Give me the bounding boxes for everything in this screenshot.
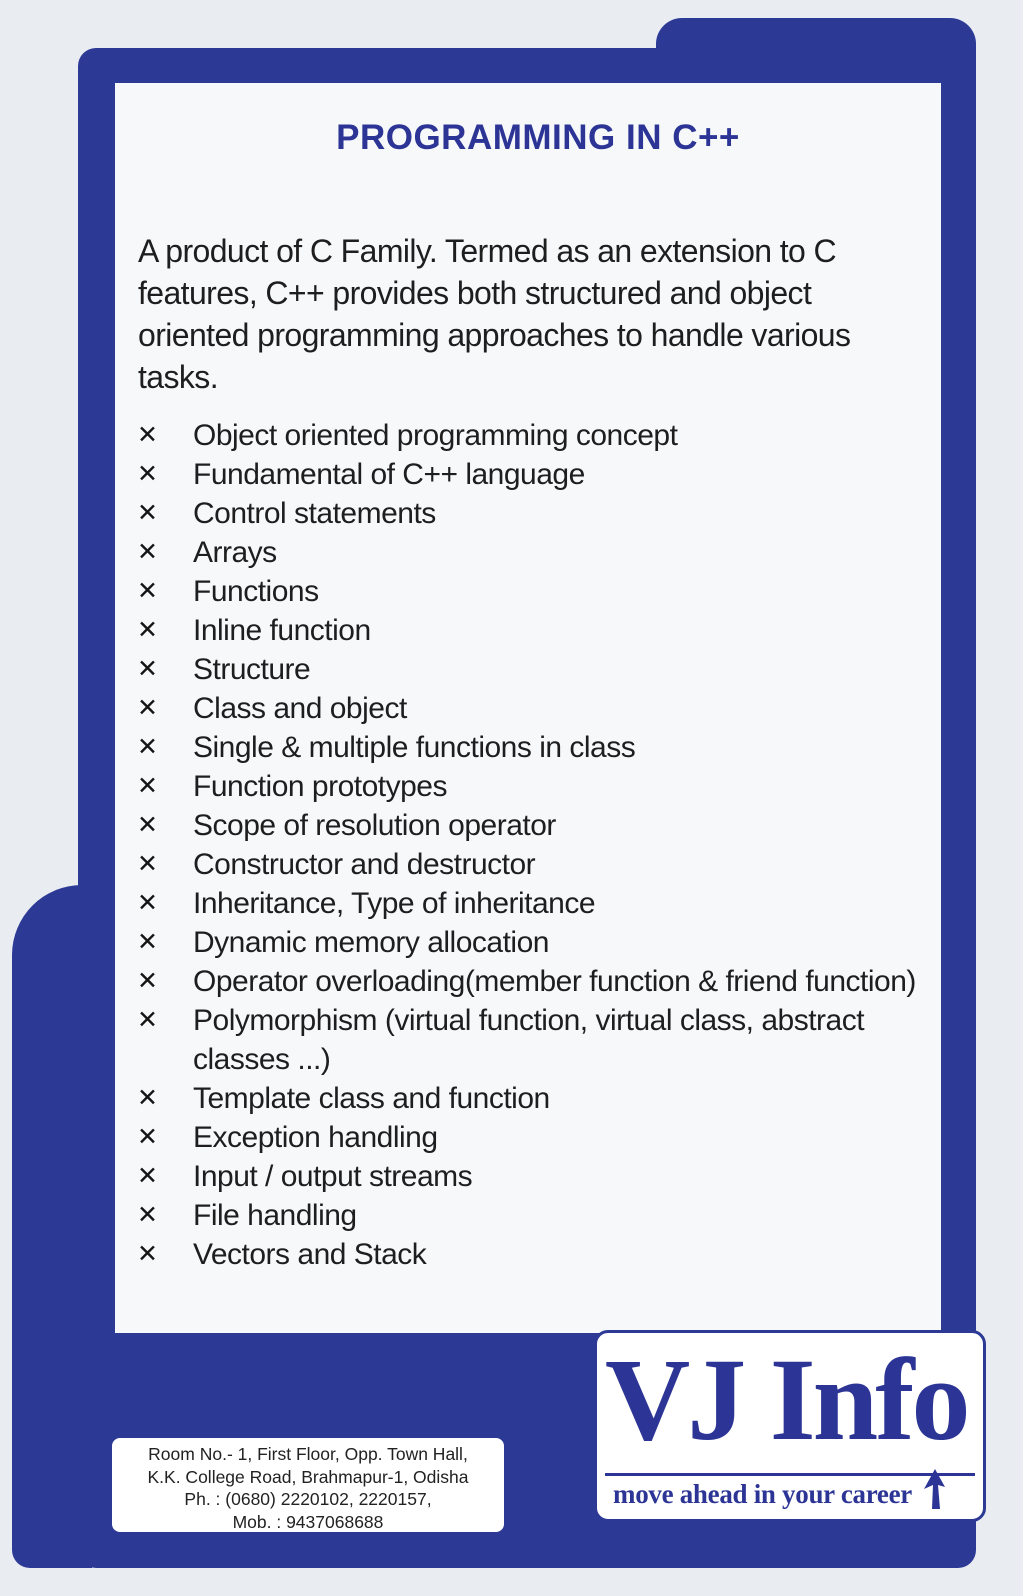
arrow-up-icon [915,1465,955,1511]
topic-text: Object oriented programming concept [193,419,678,452]
topic-text: Function prototypes [193,770,447,803]
cross-bullet-icon: ✕ [137,1240,158,1268]
list-item [135,884,925,923]
list-item [135,1157,925,1196]
list-item [135,572,925,611]
cross-bullet-icon: ✕ [137,928,158,956]
cross-bullet-icon: ✕ [137,889,158,917]
list-item [135,611,925,650]
list-item [135,728,925,767]
phone-line: Ph. : (0680) 2220102, 2220157, [184,1489,432,1509]
topic-text: Control statements [193,497,436,530]
list-item [135,1196,925,1235]
topic-text: Constructor and destructor [193,848,536,881]
topic-text: Class and object [193,692,407,725]
cross-bullet-icon: ✕ [137,655,158,683]
cross-bullet-icon: ✕ [137,1201,158,1229]
topic-text: Structure [193,653,311,686]
cross-bullet-icon: ✕ [137,772,158,800]
frame-bulge [12,885,92,1568]
cross-bullet-icon: ✕ [137,460,158,488]
topic-text: Functions [193,575,319,608]
topic-text: Operator overloading(member function & friend function) [193,965,916,998]
list-item [135,650,925,689]
topic-text: File handling [193,1199,357,1232]
cross-bullet-icon: ✕ [137,1006,158,1034]
cross-bullet-icon: ✕ [137,850,158,878]
cross-bullet-icon: ✕ [137,1123,158,1151]
address-line: Room No.- 1, First Floor, Opp. Town Hall, [148,1444,468,1464]
topic-text: Template class and function [193,1082,550,1115]
list-item [135,1235,925,1274]
list-item [135,767,925,806]
cross-bullet-icon: ✕ [137,733,158,761]
cross-bullet-icon: ✕ [137,616,158,644]
vj-info-logo [594,1330,986,1522]
page-title: PROGRAMMING IN C++ [336,118,740,157]
topic-text: Inline function [193,614,371,647]
topic-text: Single & multiple functions in class [193,731,636,764]
cross-bullet-icon: ✕ [137,577,158,605]
topic-text: Dynamic memory allocation [193,926,549,959]
list-item [135,1118,925,1157]
list-item [135,416,925,455]
cross-bullet-icon: ✕ [137,421,158,449]
list-item [135,806,925,845]
logo-name: VJ Info [605,1334,968,1465]
logo-tagline: move ahead in your career [613,1479,912,1509]
address-line: K.K. College Road, Brahmapur-1, Odisha [147,1466,469,1487]
list-item [135,962,925,1001]
mobile-line: Mob. : 9437068688 [232,1511,384,1532]
topic-text: Polymorphism (virtual function, virtual class, abstract classes ...) [193,1004,865,1076]
cross-bullet-icon: ✕ [137,1162,158,1190]
cross-bullet-icon: ✕ [137,694,158,722]
list-item [135,845,925,884]
intro-paragraph: A product of C Family. Termed as an extension to C features, C++ provides both structured and object oriented programming approaches to handle various tasks. [138,233,851,395]
topic-text: Vectors and Stack [193,1238,427,1271]
topic-list [135,416,925,1274]
cross-bullet-icon: ✕ [137,811,158,839]
cross-bullet-icon: ✕ [137,538,158,566]
list-item [135,1001,925,1079]
list-item [135,689,925,728]
list-item [135,494,925,533]
cross-bullet-icon: ✕ [137,1084,158,1112]
topic-text: Fundamental of C++ language [193,458,585,491]
topic-text: Input / output streams [193,1160,473,1193]
frame-tab [656,18,976,88]
list-item [135,923,925,962]
address-box [112,1438,504,1532]
topic-text: Inheritance, Type of inheritance [193,887,596,920]
list-item [135,1079,925,1118]
topic-text: Arrays [193,536,277,569]
list-item [135,533,925,572]
list-item [135,455,925,494]
topic-text: Exception handling [193,1121,438,1154]
cross-bullet-icon: ✕ [137,967,158,995]
topic-text: Scope of resolution operator [193,809,556,842]
cross-bullet-icon: ✕ [137,499,158,527]
